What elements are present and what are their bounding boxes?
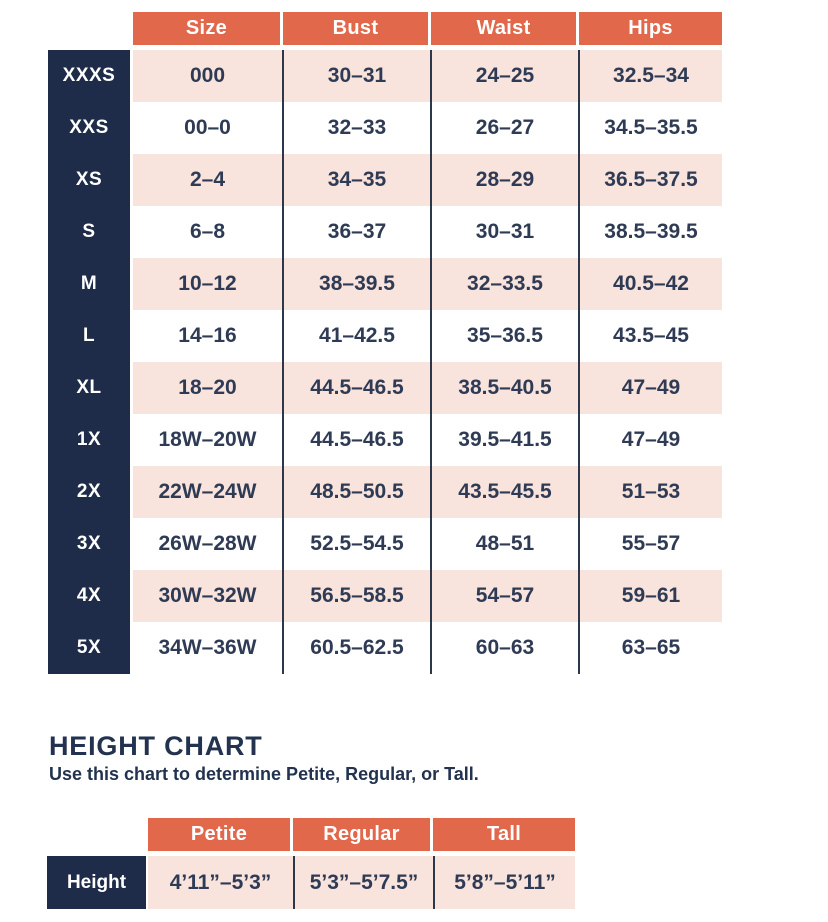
hips-cell: 51–53: [578, 466, 722, 518]
bust-cell: 60.5–62.5: [282, 622, 430, 674]
waist-cell: 39.5–41.5: [430, 414, 578, 466]
row-label: L: [82, 325, 96, 346]
bust-cell: 44.5–46.5: [282, 414, 430, 466]
hips-cell: 36.5–37.5: [578, 154, 722, 206]
row-label: 4X: [76, 585, 102, 606]
size-chart-grid: [133, 50, 722, 674]
table-row: [133, 102, 722, 154]
size-cell: 000: [133, 50, 282, 102]
hips-cell: 40.5–42: [578, 258, 722, 310]
height-row-label: Height: [47, 856, 146, 909]
header-cell-waist: Waist: [431, 12, 576, 45]
bust-cell: 41–42.5: [282, 310, 430, 362]
table-row: [133, 466, 722, 518]
waist-cell: 48–51: [430, 518, 578, 570]
size-cell: 14–16: [133, 310, 282, 362]
hips-cell: 59–61: [578, 570, 722, 622]
waist-cell: 38.5–40.5: [430, 362, 578, 414]
row-label: 5X: [76, 637, 102, 658]
header-cell-hips: Hips: [579, 12, 722, 45]
table-row: [133, 310, 722, 362]
waist-cell: 43.5–45.5: [430, 466, 578, 518]
bust-cell: 48.5–50.5: [282, 466, 430, 518]
table-row: [133, 50, 722, 102]
hips-cell: 43.5–45: [578, 310, 722, 362]
row-label: M: [80, 273, 98, 294]
header-cell-size: Size: [133, 12, 280, 45]
row-label: XXXS: [62, 65, 116, 86]
hips-cell: 38.5–39.5: [578, 206, 722, 258]
waist-cell: 24–25: [430, 50, 578, 102]
petite-height-cell: 4’11”–5’3”: [148, 856, 293, 909]
header-cell-tall: Tall: [433, 818, 575, 851]
header-cell-bust: Bust: [283, 12, 428, 45]
size-chart-label-column: [48, 50, 130, 674]
row-label: 2X: [76, 481, 102, 502]
height-chart-subtitle: Use this chart to determine Petite, Regular, or Tall.: [49, 764, 479, 784]
size-cell: 26W–28W: [133, 518, 282, 570]
table-row: [133, 518, 722, 570]
waist-cell: 28–29: [430, 154, 578, 206]
header-cell-petite: Petite: [148, 818, 290, 851]
table-row: [133, 570, 722, 622]
waist-cell: 54–57: [430, 570, 578, 622]
bust-cell: 32–33: [282, 102, 430, 154]
height-chart-row: [148, 856, 575, 909]
size-cell: 34W–36W: [133, 622, 282, 674]
row-label: XS: [75, 169, 103, 190]
bust-cell: 52.5–54.5: [282, 518, 430, 570]
bust-cell: 44.5–46.5: [282, 362, 430, 414]
row-label: XL: [76, 377, 102, 398]
bust-cell: 30–31: [282, 50, 430, 102]
bust-cell: 38–39.5: [282, 258, 430, 310]
row-label: S: [82, 221, 96, 242]
hips-cell: 63–65: [578, 622, 722, 674]
waist-cell: 35–36.5: [430, 310, 578, 362]
table-row: [133, 258, 722, 310]
header-cell-regular: Regular: [293, 818, 430, 851]
waist-cell: 30–31: [430, 206, 578, 258]
size-cell: 18–20: [133, 362, 282, 414]
bust-cell: 56.5–58.5: [282, 570, 430, 622]
waist-cell: 26–27: [430, 102, 578, 154]
waist-cell: 60–63: [430, 622, 578, 674]
size-cell: 30W–32W: [133, 570, 282, 622]
table-row: [133, 154, 722, 206]
size-cell: 6–8: [133, 206, 282, 258]
row-label: 3X: [76, 533, 102, 554]
table-row: [133, 622, 722, 674]
bust-cell: 36–37: [282, 206, 430, 258]
hips-cell: 32.5–34: [578, 50, 722, 102]
bust-cell: 34–35: [282, 154, 430, 206]
hips-cell: 47–49: [578, 362, 722, 414]
size-cell: 10–12: [133, 258, 282, 310]
height-chart-title: HEIGHT CHART: [49, 731, 263, 761]
hips-cell: 47–49: [578, 414, 722, 466]
hips-cell: 55–57: [578, 518, 722, 570]
row-label: 1X: [76, 429, 102, 450]
waist-cell: 32–33.5: [430, 258, 578, 310]
table-row: [133, 362, 722, 414]
tall-height-cell: 5’8”–5’11”: [433, 856, 575, 909]
size-cell: 22W–24W: [133, 466, 282, 518]
row-label: XXS: [69, 117, 109, 138]
size-chart-header: [133, 12, 722, 45]
size-cell: 00–0: [133, 102, 282, 154]
table-row: [133, 414, 722, 466]
size-cell: 18W–20W: [133, 414, 282, 466]
height-chart-header: [148, 818, 575, 851]
size-cell: 2–4: [133, 154, 282, 206]
hips-cell: 34.5–35.5: [578, 102, 722, 154]
regular-height-cell: 5’3”–5’7.5”: [293, 856, 433, 909]
table-row: [133, 206, 722, 258]
